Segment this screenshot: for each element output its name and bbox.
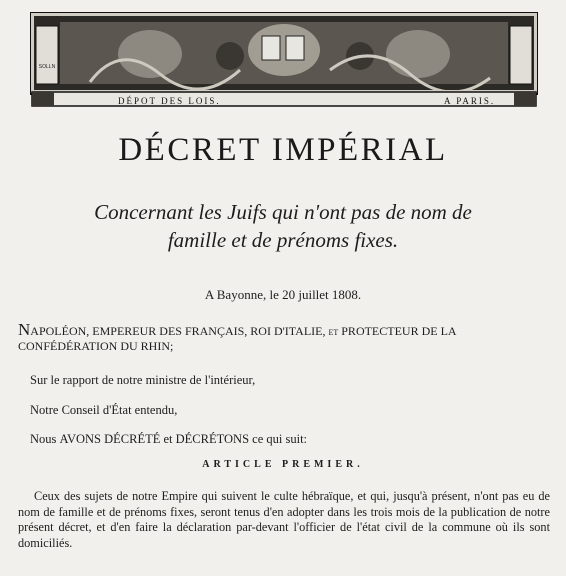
report-line: Sur le rapport de notre ministre de l'intérieur, — [30, 373, 256, 387]
article-text: Ceux des sujets de notre Empire qui suivent le culte hébraïque, et qui, jusqu'à présent, n'ont pas eu de nom de famille et de prénoms fixes, seront tenus d'en adopter dans les trois mois de la publication de notre présent décret, et d'en faire la déclaration par-devant l'officier de l'état civil de la commune où ils sont domiciliés. — [18, 489, 550, 550]
decree-title: DÉCRET IMPÉRIAL — [118, 132, 448, 168]
drop-initial: N — [18, 320, 31, 339]
subtitle-line-2: famille et de prénoms fixes. — [167, 228, 399, 252]
preamble — [18, 322, 548, 354]
article-heading: ARTICLE PREMIER. — [202, 459, 364, 470]
decree-formula — [30, 432, 307, 447]
engraved-header — [30, 12, 538, 108]
subtitle-line-1: Concernant les Juifs qui n'ont pas de nom de — [94, 200, 472, 224]
formula-part: ce qui suit: — [249, 432, 308, 446]
preamble-text: APOLÉON, EMPEREUR DES FRANÇAIS, ROI D'ITALIE, et PROTECTEUR DE LA CONFÉDÉRATION DU RHIN; — [18, 324, 456, 353]
dateline: A Bayonne, le 20 juillet 1808. — [204, 287, 362, 302]
engraving-illustration — [30, 12, 538, 108]
banner-left-text: DÉPOT DES LOIS. — [118, 96, 221, 106]
decree-subtitle — [0, 198, 566, 254]
formula-part: Nous — [30, 432, 60, 446]
council-line: Notre Conseil d'État entendu, — [30, 403, 178, 417]
side-panel-text: SOLLN — [38, 64, 56, 70]
banner-right-text: A PARIS. — [444, 96, 496, 106]
formula-part: DÉCRÉTONS — [175, 432, 250, 446]
formula-part: AVONS DÉCRÉTÉ — [59, 432, 161, 446]
formula-part: et — [160, 432, 176, 446]
